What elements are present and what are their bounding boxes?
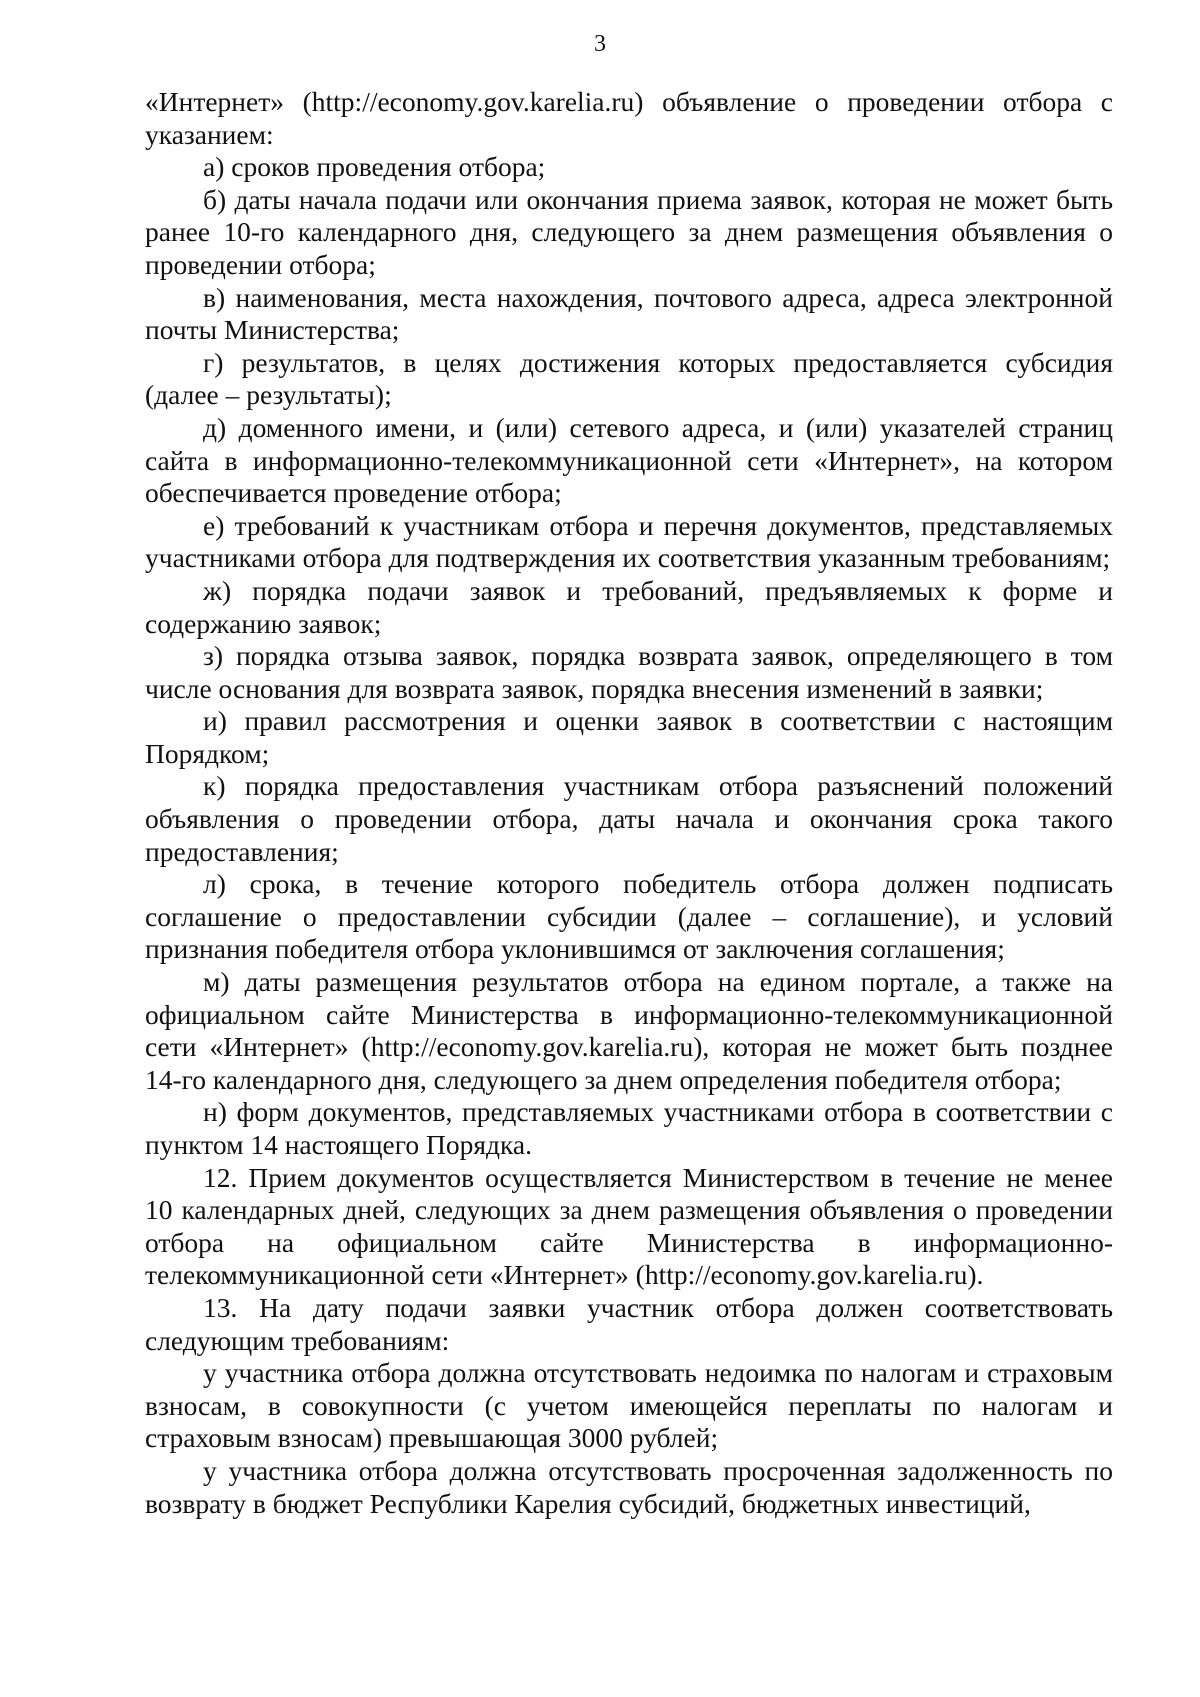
list-item-zh: ж) порядка подачи заявок и требований, предъявляемых к форме и содержанию заявок; (145, 574, 1113, 639)
page-number: 3 (594, 31, 606, 57)
list-item-b: б) даты начала подачи или окончания приема заявок, которая не может быть ранее 10-го календарного дня, следующего за днем размещения объявления о проведении отбора; (145, 183, 1113, 280)
list-item-e: е) требований к участникам отбора и перечня документов, представляемых участниками отбора для подтверждения их соответствия указанным требованиям; (145, 509, 1113, 574)
list-item-m: м) даты размещения результатов отбора на едином портале, а также на официальном сайте Министерства в информационно-телекоммуникационной сети «Интернет» (http://economy.gov.karelia.ru), которая не может быть позднее 14-го календарного дня, следующего за днем определения победителя отбора; (145, 966, 1113, 1095)
list-item-k: к) порядка предоставления участникам отбора разъяснений положений объявления о проведении отбора, даты начала и окончания срока такого предоставления; (145, 770, 1113, 867)
list-item-a: а) сроков проведения отбора; (203, 151, 546, 183)
list-item-v: в) наименования, места нахождения, почтового адреса, адреса электронной почты Министерства; (145, 281, 1113, 346)
section-12: 12. Прием документов осуществляется Министерством в течение не менее 10 календарных дней, следующих за днем размещения объявления о проведении отбора на официальном сайте Министерства в информационно-телекоммуникационной сети «Интернет» (http://economy.gov.karelia.ru). (145, 1161, 1113, 1291)
document-body (145, 86, 1113, 1520)
list-item-i: и) правил рассмотрения и оценки заявок в соответствии с настоящим Порядком; (145, 705, 1113, 769)
section-13: 13. На дату подачи заявки участник отбора должен соответствовать следующим требованиям: (145, 1291, 1113, 1356)
paragraph-intro-continuation: «Интернет» (http://economy.gov.karelia.ru) объявление о проведении отбора с указанием: (145, 86, 1113, 150)
list-item-d: д) доменного имени, и (или) сетевого адреса, и (или) указателей страниц сайта в информационно-телекоммуникационной сети «Интернет», на котором обеспечивается проведение отбора; (145, 411, 1113, 509)
requirement-overdue-debt: у участника отбора должна отсутствовать просроченная задолженность по возврату в бюджет Республики Карелия субсидий, бюджетных инвестиций, (145, 1454, 1113, 1519)
requirement-tax-arrears: у участника отбора должна отсутствовать недоимка по налогам и страховым взносам, в совокупности (с учетом имеющейся переплаты по налогам и страховым взносам) превышающая 3000 рублей; (145, 1357, 1113, 1454)
list-item-z: з) порядка отзыва заявок, порядка возврата заявок, определяющего в том числе основания для возврата заявок, порядка внесения изменений в заявки; (145, 640, 1113, 704)
list-item-g: г) результатов, в целях достижения которых предоставляется субсидия (далее – результаты); (145, 346, 1113, 411)
list-item-n: н) форм документов, представляемых участниками отбора в соответствии с пунктом 14 настоящего Порядка. (145, 1096, 1113, 1160)
list-item-l: л) срока, в течение которого победитель отбора должен подписать соглашение о предоставлении субсидии (далее – соглашение), и условий признания победителя отбора уклонившимся от заключения соглашения; (145, 868, 1113, 965)
